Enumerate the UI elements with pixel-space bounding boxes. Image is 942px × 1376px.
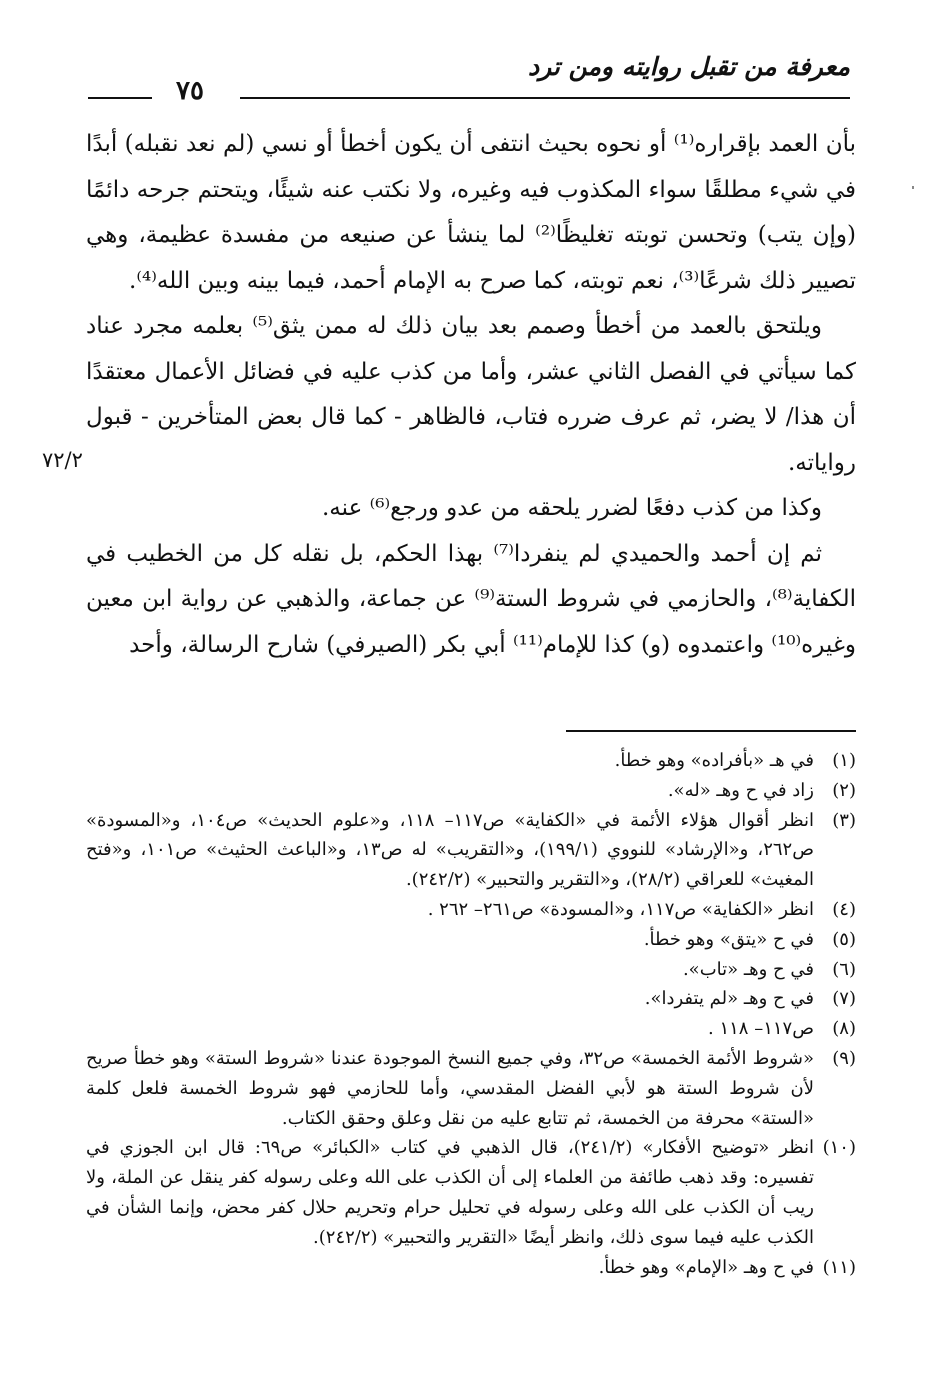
footnote-text: في ح وهـ «الإمام» وهو خطأ.	[598, 1256, 814, 1278]
footnote-number: (٣)	[832, 809, 856, 831]
running-title: معرفة من تقبل روايته ومن ترد	[528, 52, 850, 81]
footnote	[86, 1133, 856, 1252]
footnote-text: في ح وهـ «تاب».	[682, 958, 814, 980]
footnote-text: «شروط الأئمة الخمسة» ص٣٢، وفي جميع النسخ الموجودة عندنا «شروط الستة» وهو خطأ صريح لأن شروط الستة هو لأبي الفضل المقدسي، وأما للحازمي فهو شروط الخمسة فلعل كلمة «الستة» محرفة من الخمسة، ثم تتابع عليه من نقل وعلق وحقق الكتاب.	[86, 1047, 814, 1129]
footnote-text: انظر «توضيح الأفكار» (٢٤١/٢)، قال الذهبي في كتاب «الكبائر» ص٦٩: قال ابن الجوزي في تفسيره: وقد ذهب طائفة من العلماء إلى أن الكذب على الله وعلى رسوله كفر ينقل عن الملة، ولا ريب أن الكذب على الله وعلى رسوله في تحليل حرام وتحريم حلال كفر محض، وإنما الشأن في الكذب عليه فيما سوى ذلك، وانظر أيضًا «التقرير والتحبير» (٢٤٢/٢).	[86, 1137, 814, 1248]
footnote	[86, 806, 856, 895]
footnote-text: انظر أقوال هؤلاء الأئمة في «الكفاية» ص١١٧– ١١٨، و«علوم الحديث» ص١٠٤، و«المسودة» ص٢٦٢، و«الإرشاد» للنووي (١٩٩/١)، و«التقريب» له ص١٣، و«الباعث الحثيث» ص١٠١، و«فتح المغيث» للعراقي (٢٨/٢)، و«التقرير والتحبير» (٢٤٢/٢).	[86, 809, 814, 891]
footnote-text: زاد في ح وهـ «له».	[667, 779, 814, 801]
footnote	[86, 925, 856, 955]
footnote	[86, 895, 856, 925]
footnote	[86, 1044, 856, 1133]
footnote-text: في ح «يتق» وهو خطأ.	[643, 928, 814, 950]
scan-speck	[912, 186, 914, 189]
footnote-number: (١١)	[822, 1256, 856, 1278]
footnote	[86, 1014, 856, 1044]
paragraph-4: ثم إن أحمد والحميدي لم ينفردا⁽⁷⁾ بهذا الحكم، بل نقله كل من الخطيب في الكفاية⁽⁸⁾، والحازمي في شروط الستة⁽⁹⁾ عن جماعة، والذهبي عن رواية ابن معين وغيره⁽¹⁰⁾ واعتمدوه (و) كذا للإمام⁽¹¹⁾ أبي بكر (الصيرفي) شارح الرسالة، وأحد	[86, 540, 857, 658]
footnote-number: (٥)	[832, 928, 856, 950]
footnote-number: (٩)	[832, 1047, 856, 1069]
paragraph-1: بأن العمد بإقراره⁽¹⁾ أو نحوه بحيث انتفى أن يكون أخطأ أو نسي (لم نعد نقبله) أبدًا في شيء مطلقًا سواء المكذوب فيه وغيره، ولا نكتب عنه شيئًا، ويتحتم جرحه دائمًا (وإن يتب) وتحسن توبته تغليظًا⁽²⁾ لما ينشأ عن صنيعه من مفسدة عظيمة، وهي تصيير ذلك شرعًا⁽³⁾، نعم توبته، كما صرح به الإمام أحمد، فيما بينه وبين الله⁽⁴⁾.	[86, 131, 856, 294]
footnote	[86, 955, 856, 985]
footnote-number: (٤)	[832, 898, 856, 920]
footnote-number: (٢)	[832, 779, 856, 801]
footnote-number: (١٠)	[822, 1137, 856, 1159]
footnote-rule	[566, 730, 856, 732]
footnote-number: (١)	[832, 750, 856, 771]
main-text	[86, 122, 856, 668]
footnotes	[86, 746, 856, 1282]
margin-reference: ٧٢/٢	[42, 448, 83, 472]
footnote-text: انظر «الكفاية» ص١١٧، و«المسودة» ص٢٦١– ٢٦٢ .	[427, 898, 814, 920]
footnote	[86, 984, 856, 1014]
footnote	[86, 776, 856, 806]
footnote-text: في ح وهـ «لم يتفردا».	[644, 988, 814, 1010]
paragraph-3: وكذا من كذب دفعًا لضرر يلحقه من عدو ورجع⁽⁶⁾ عنه.	[322, 495, 822, 521]
footnote-number: (٨)	[832, 1018, 856, 1040]
footnote-text: ص١١٧– ١١٨ .	[708, 1018, 814, 1040]
paragraph-2: ويلتحق بالعمد من أخطأ وصمم بعد بيان ذلك له ممن يثق⁽⁵⁾ بعلمه مجرد عناد كما سيأتي في الفصل الثاني عشر، وأما من كذب عليه في فضائل الأعمال معتقدًا أن هذا/ لا يضر، ثم عرف ضرره فتاب، فالظاهر - كما قال بعض المتأخرين - قبول رواياته.	[86, 313, 856, 476]
footnote-number: (٧)	[832, 988, 856, 1010]
footnote-text: في هـ «بأفراده» وهو خطأ.	[614, 750, 814, 771]
footnote	[86, 1253, 856, 1283]
page-number: ٧٥	[176, 76, 204, 106]
header-rule-right	[240, 97, 850, 99]
header-rule-left	[88, 97, 152, 99]
footnote-number: (٦)	[832, 958, 856, 980]
footnote	[86, 746, 856, 776]
